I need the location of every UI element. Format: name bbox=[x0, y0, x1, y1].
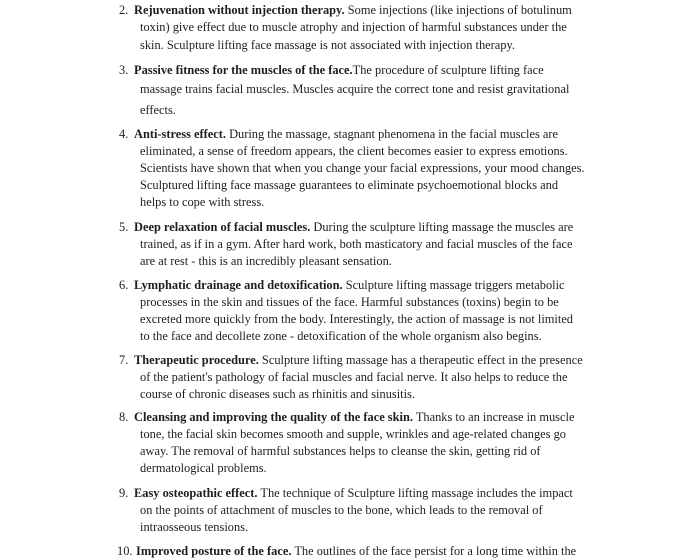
item-number: 4. bbox=[119, 127, 129, 141]
item-number: 8. bbox=[119, 410, 129, 424]
item-first-line bbox=[136, 543, 576, 560]
item-first-line bbox=[134, 2, 572, 19]
item-line: course of chronic diseases such as rhinitis and sinusitis. bbox=[140, 387, 415, 401]
item-number: 2. bbox=[119, 3, 129, 17]
item-number: 5. bbox=[119, 220, 129, 234]
item-line: trained, as if in a gym. After hard work, both masticatory and facial muscles of the face bbox=[140, 237, 573, 251]
item-first-line bbox=[134, 62, 544, 79]
item-line: dermatological problems. bbox=[140, 461, 267, 475]
item-line: helps to cope with stress. bbox=[140, 195, 265, 209]
item-line: toxin) give effect due to muscle atrophy and injection of harmful substances under the bbox=[140, 20, 567, 34]
item-line: to the face and decollete zone - detoxification of the whole organism also begins. bbox=[140, 329, 542, 343]
item-line: Sculptured lifting face massage guarantees to eliminate psychoemotional blocks and bbox=[140, 178, 559, 192]
item-heading: Improved posture of the face. bbox=[136, 544, 292, 558]
item-line: are at rest - this is an incredibly pleasant sensation. bbox=[140, 254, 392, 268]
item-line: of the patient's pathology of facial muscles and facial nerve. It also helps to reduce the bbox=[140, 370, 568, 384]
item-heading: Cleansing and improving the quality of the face skin. bbox=[134, 410, 413, 424]
item-text: Some injections (like injections of botulinum bbox=[344, 3, 572, 17]
item-text: The procedure of sculpture lifting face bbox=[352, 63, 544, 77]
item-first-line bbox=[134, 219, 573, 236]
item-line: tone, the facial skin becomes smooth and supple, wrinkles and age-related changes go bbox=[140, 427, 566, 441]
item-heading: Rejuvenation without injection therapy. bbox=[134, 3, 345, 17]
item-first-line bbox=[134, 352, 583, 369]
item-line: skin. Sculpture lifting face massage is not associated with injection therapy. bbox=[140, 38, 515, 52]
item-heading: Lymphatic drainage and detoxification. bbox=[134, 278, 343, 292]
item-text: The technique of Sculpture lifting massage includes the impact bbox=[257, 486, 573, 500]
item-line: Scientists have shown that when you change your facial expressions, your mood changes. bbox=[140, 161, 585, 175]
item-number: 3. bbox=[119, 63, 129, 77]
item-heading: Passive fitness for the muscles of the face. bbox=[134, 63, 353, 77]
item-first-line bbox=[134, 485, 573, 502]
item-number: 9. bbox=[119, 486, 129, 500]
item-line: away. The removal of harmful substances helps to cleanse the skin, getting rid of bbox=[140, 444, 541, 458]
item-line: eliminated, a sense of freedom appears, the client becomes easier to express emotions. bbox=[140, 144, 568, 158]
item-text: During the massage, stagnant phenomena in the facial muscles are bbox=[225, 127, 559, 141]
item-heading: Easy osteopathic effect. bbox=[134, 486, 258, 500]
item-first-line bbox=[134, 277, 565, 294]
item-text: During the sculpture lifting massage the muscles are bbox=[310, 220, 574, 234]
item-line: excreted more quickly from the body. Interestingly, the action of massage is not limited bbox=[140, 312, 573, 326]
item-line: effects. bbox=[140, 103, 176, 117]
item-heading: Deep relaxation of facial muscles. bbox=[134, 220, 311, 234]
item-line: intraosseous tensions. bbox=[140, 520, 249, 534]
item-line: on the points of attachment of muscles to the bone, which leads to the removal of bbox=[140, 503, 543, 517]
item-number: 6. bbox=[119, 278, 129, 292]
item-heading: Anti-stress effect. bbox=[134, 127, 226, 141]
item-text: Sculpture lifting massage triggers metabolic bbox=[342, 278, 565, 292]
item-line: massage trains facial muscles. Muscles acquire the correct tone and resist gravitational bbox=[140, 82, 570, 96]
item-heading: Therapeutic procedure. bbox=[134, 353, 259, 367]
item-text: Sculpture lifting massage has a therapeutic effect in the presence bbox=[258, 353, 583, 367]
item-text: The outlines of the face persist for a long time within the bbox=[291, 544, 577, 558]
item-first-line bbox=[134, 409, 574, 426]
item-first-line bbox=[134, 126, 558, 143]
item-text: Thanks to an increase in muscle bbox=[412, 410, 575, 424]
item-number: 10. bbox=[117, 544, 133, 558]
item-line: processes in the skin and tissues of the face. Harmful substances (toxins) begin to be bbox=[140, 295, 559, 309]
item-number: 7. bbox=[119, 353, 129, 367]
